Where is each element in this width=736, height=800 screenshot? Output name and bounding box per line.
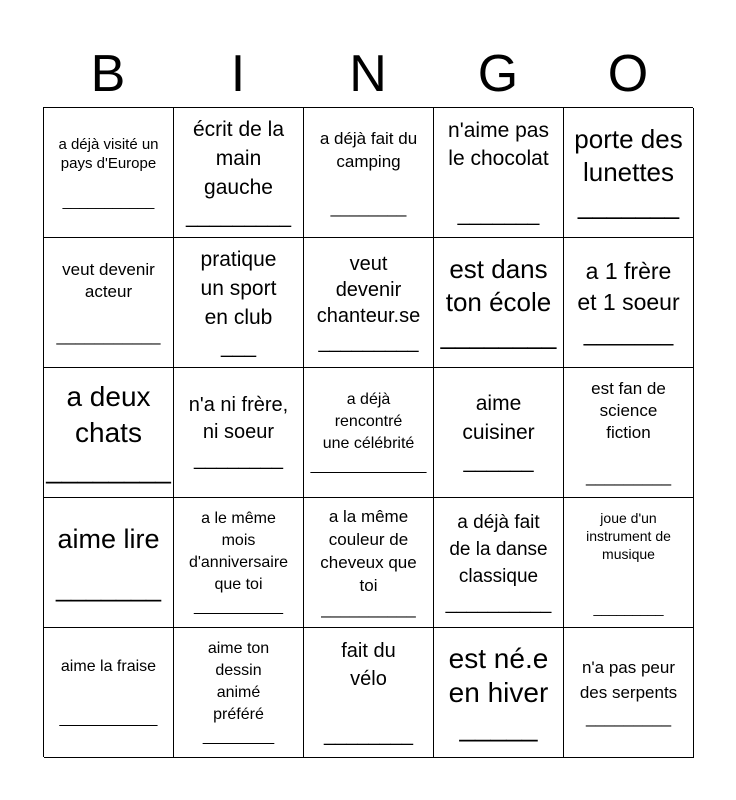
bingo-cell[interactable] bbox=[304, 108, 434, 238]
bingo-cell[interactable] bbox=[564, 108, 694, 238]
bingo-cell[interactable] bbox=[174, 498, 304, 628]
bingo-cell[interactable] bbox=[44, 498, 174, 628]
cell-text: fait du vélo ________ bbox=[324, 639, 413, 746]
bingo-cell[interactable] bbox=[564, 628, 694, 758]
bingo-header bbox=[43, 44, 693, 104]
cell-text: a la même couleur de cheveux que toi __________ bbox=[320, 507, 417, 618]
cell-text: veut devenir acteur ___________ bbox=[56, 259, 161, 345]
cell-text: a déjà visité un pays d'Europe ___________ bbox=[58, 135, 159, 210]
bingo-cell[interactable] bbox=[174, 238, 304, 368]
bingo-cell[interactable] bbox=[434, 108, 564, 238]
bingo-cell[interactable] bbox=[564, 498, 694, 628]
bingo-cell[interactable] bbox=[44, 108, 174, 238]
bingo-cell[interactable] bbox=[434, 628, 564, 758]
cell-text: n'a pas peur des serpents _________ bbox=[579, 658, 678, 727]
cell-text: a deux chats ________ bbox=[46, 380, 171, 484]
cell-text: joue d'un instrument de musique _________ bbox=[586, 509, 671, 616]
bingo-cell[interactable] bbox=[564, 238, 694, 368]
cell-text: n'a ni frère, ni soeur ________ bbox=[188, 394, 289, 470]
header-letter-g: G bbox=[477, 45, 519, 103]
cell-text: n'aime pas le chocolat _______ bbox=[448, 118, 549, 226]
header-letter-n: N bbox=[349, 45, 387, 103]
cell-text: est né.e en hiver _____ bbox=[448, 642, 549, 742]
bingo-cell[interactable] bbox=[44, 368, 174, 498]
cell-text: est fan de science fiction _________ bbox=[585, 378, 672, 486]
header-letter-o: O bbox=[607, 45, 649, 103]
cell-text: écrit de la main gauche _________ bbox=[185, 117, 292, 228]
bingo-cell[interactable] bbox=[304, 368, 434, 498]
cell-text: a 1 frère et 1 soeur _______ bbox=[577, 258, 680, 346]
cell-text: pratique un sport en club ___ bbox=[200, 247, 277, 358]
cell-text: aime lire _______ bbox=[55, 523, 162, 602]
bingo-cell[interactable] bbox=[174, 108, 304, 238]
bingo-cell[interactable] bbox=[174, 628, 304, 758]
bingo-cell[interactable] bbox=[304, 238, 434, 368]
bingo-cell[interactable] bbox=[44, 238, 174, 368]
cell-text: veut devenir chanteur.se _________ bbox=[316, 252, 421, 353]
cell-text: a déjà fait de la danse classique __________ bbox=[445, 511, 552, 614]
bingo-cell[interactable] bbox=[304, 628, 434, 758]
header-letter-i: I bbox=[230, 45, 246, 103]
header-letter-b: B bbox=[90, 45, 126, 103]
cell-text: a déjà rencontré une célébrité _____________ bbox=[310, 390, 427, 474]
cell-text: a le même mois d'anniversaire que toi __________ bbox=[188, 509, 289, 615]
cell-text: aime ton dessin animé préféré ________ bbox=[202, 639, 275, 745]
bingo-cell[interactable] bbox=[304, 498, 434, 628]
bingo-cell[interactable] bbox=[174, 368, 304, 498]
bingo-grid bbox=[43, 107, 693, 757]
bingo-cell[interactable] bbox=[564, 368, 694, 498]
bingo-cell[interactable] bbox=[434, 498, 564, 628]
bingo-cell[interactable] bbox=[434, 238, 564, 368]
cell-text: a déjà fait du camping ________ bbox=[319, 128, 418, 217]
cell-text: aime la fraise ___________ bbox=[59, 657, 158, 727]
cell-text: est dans ton école ________ bbox=[440, 254, 557, 350]
bingo-cell[interactable] bbox=[44, 628, 174, 758]
cell-text: aime cuisiner ______ bbox=[462, 392, 535, 473]
bingo-cell[interactable] bbox=[434, 368, 564, 498]
cell-text: porte des lunettes _______ bbox=[574, 124, 683, 220]
